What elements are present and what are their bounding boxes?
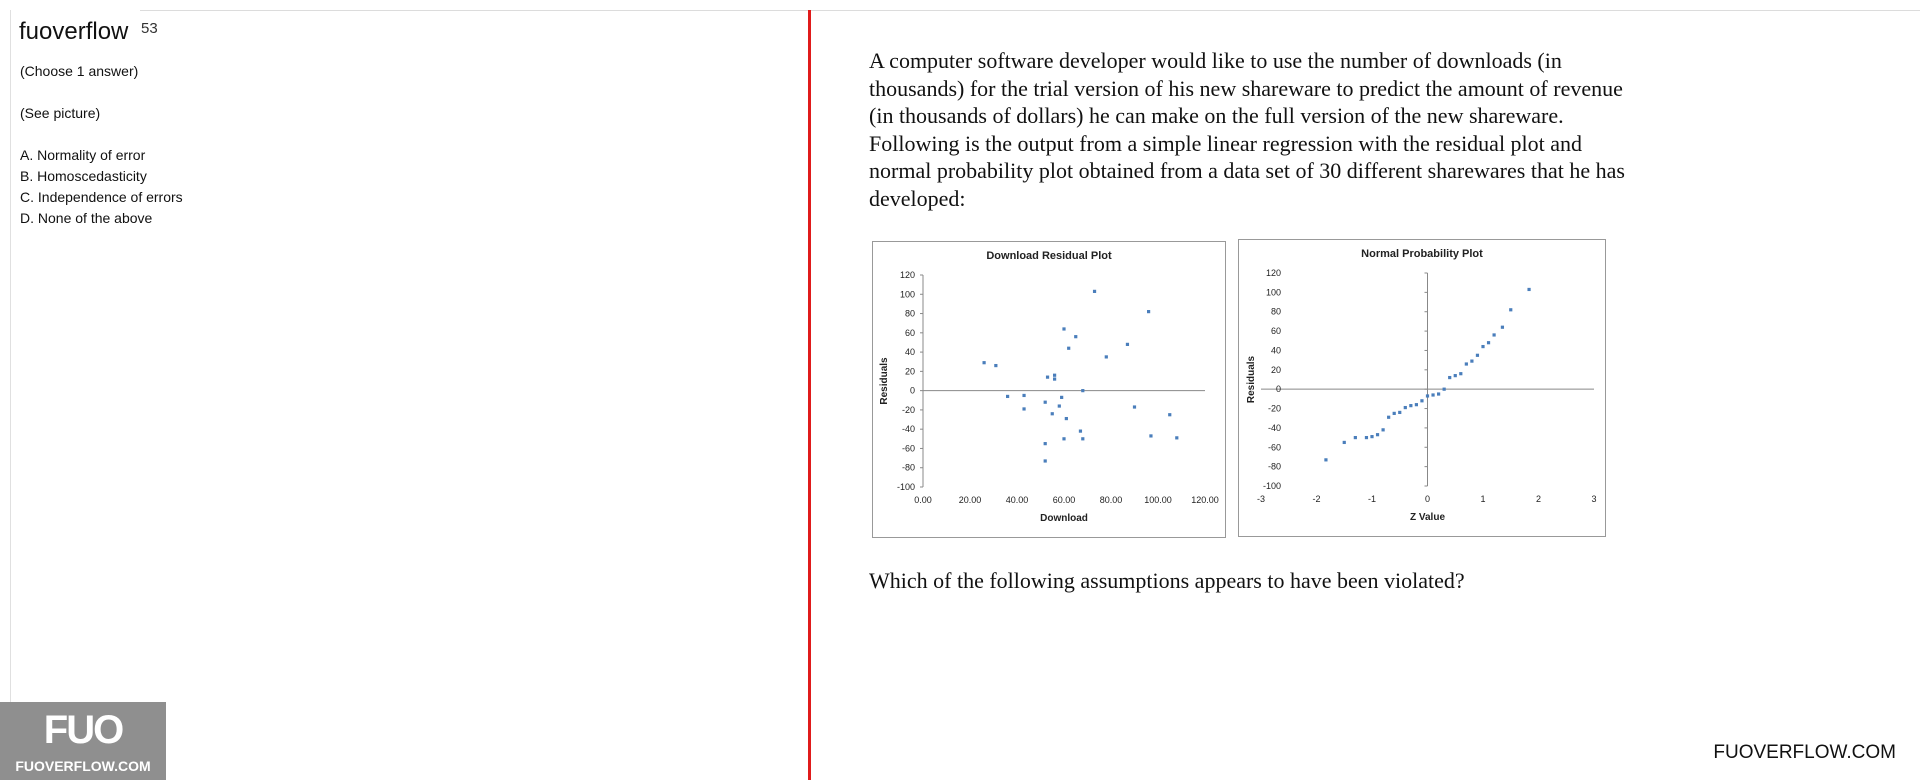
option-d[interactable]: D. None of the above — [20, 210, 153, 226]
chart1-y-tick-label: 60 — [904, 327, 915, 338]
chart2-point — [1454, 374, 1457, 377]
chart2-point — [1501, 326, 1504, 329]
chart1-point — [1006, 395, 1009, 398]
normal-probability-plot-svg — [1239, 240, 1605, 536]
chart2-point — [1398, 411, 1401, 414]
chart1-title: Download Residual Plot — [986, 250, 1112, 262]
chart2-point — [1409, 404, 1412, 407]
footer-site: FUOVERFLOW.COM — [1713, 742, 1896, 763]
chart2-point — [1437, 392, 1440, 395]
chart1-point — [1074, 335, 1077, 338]
chart1-point — [1081, 389, 1084, 392]
chart2-x-tick-label: -3 — [1256, 494, 1266, 504]
chart1-point — [1147, 310, 1150, 313]
chart2-y-tick-label: 0 — [1275, 384, 1281, 395]
chart2-point — [1387, 416, 1390, 419]
see-picture-note: (See picture) — [20, 105, 101, 121]
chart1-point — [1044, 442, 1047, 445]
chart2-x-tick-label: 3 — [1591, 494, 1597, 504]
chart2-point — [1376, 433, 1379, 436]
question-number: 53 — [141, 20, 158, 37]
chart1-point — [1022, 394, 1025, 397]
chart1-point — [1168, 413, 1171, 416]
panel-divider — [808, 10, 811, 780]
chart1-point — [1105, 355, 1108, 358]
question-text: A computer software developer would like to use the number of downloads (in thousands) for the trial version of his new shareware to predict the amount of revenue (in thousands of dollars) he can make on the full version of the new shareware. Following is the output from a simple linear regression with the residual plot and normal probability plot obtained from a data set of 30 different sharewares that he has developed: — [869, 48, 1625, 211]
chart2-point — [1431, 393, 1434, 396]
chart1-point — [1133, 405, 1136, 408]
chart1-y-tick-label: 20 — [904, 366, 915, 377]
chart1-y-tick-label: -100 — [896, 482, 915, 492]
chart2-y-tick-label: 60 — [1270, 326, 1281, 337]
answer-panel — [10, 10, 811, 780]
chart2-y-tick-label: 80 — [1270, 306, 1281, 317]
chart1-y-tick-label: -60 — [901, 443, 915, 454]
chart2-point — [1487, 341, 1490, 344]
chart2-point — [1324, 458, 1327, 461]
chart2-point — [1365, 436, 1368, 439]
logo-mark: FUO — [43, 708, 123, 752]
chart2-point — [1476, 354, 1479, 357]
chart2-point — [1465, 362, 1468, 365]
chart1-x-label: Download — [1040, 513, 1088, 524]
chart1-point — [1093, 290, 1096, 293]
residual-plot-svg — [873, 242, 1225, 537]
chart1-y-tick-label: -80 — [901, 462, 915, 473]
chart1-y-tick-label: -20 — [901, 404, 915, 415]
chart1-point — [1044, 401, 1047, 404]
chart1-y-tick-label: 80 — [904, 308, 915, 319]
chart1-x-tick-label: 20.00 — [958, 495, 982, 505]
question-prompt: Which of the following assumptions appears to have been violated? — [869, 568, 1465, 593]
chart1-point — [1053, 374, 1056, 377]
chart2-point — [1426, 394, 1429, 397]
chart1-point — [1081, 437, 1084, 440]
chart1-x-tick-label: 80.00 — [1099, 495, 1123, 505]
logo-text: FUOVERFLOW.COM — [15, 758, 151, 774]
chart1-point — [1062, 437, 1065, 440]
option-b[interactable]: B. Homoscedasticity — [20, 168, 147, 184]
chart1-y-tick-label: 0 — [909, 385, 915, 396]
chart2-point — [1370, 435, 1373, 438]
chart1-x-tick-label: 40.00 — [1005, 495, 1029, 505]
chart2-point — [1481, 345, 1484, 348]
choose-instruction: (Choose 1 answer) — [20, 63, 139, 79]
chart1-point — [1065, 417, 1068, 420]
chart2-point — [1404, 406, 1407, 409]
chart2-x-label: Z Value — [1409, 512, 1446, 523]
chart2-point — [1415, 403, 1418, 406]
chart2-y-tick-label: 20 — [1270, 364, 1281, 375]
chart2-x-tick-label: 2 — [1535, 494, 1542, 504]
chart1-x-tick-label: 0.00 — [914, 495, 932, 505]
chart1-point — [1149, 434, 1152, 437]
chart2-point — [1470, 360, 1473, 363]
chart1-point — [1058, 404, 1061, 407]
chart2-y-label: Residuals — [1246, 355, 1257, 404]
chart1-y-tick-label: 100 — [899, 289, 915, 300]
chart2-x-tick-label: 1 — [1480, 494, 1486, 504]
brand-title: fuoverflow — [19, 18, 132, 46]
chart2-x-tick-label: 0 — [1424, 494, 1431, 504]
chart1-point — [983, 361, 986, 364]
chart2-point — [1443, 388, 1446, 391]
chart2-point — [1420, 399, 1423, 402]
chart2-title: Normal Probability Plot — [1361, 248, 1483, 260]
chart1-y-tick-label: 40 — [904, 347, 915, 358]
option-a[interactable]: A. Normality of error — [20, 147, 146, 163]
chart1-y-tick-label: -40 — [901, 424, 915, 435]
chart1-point — [1051, 412, 1054, 415]
chart2-y-tick-label: 120 — [1265, 268, 1281, 278]
chart1-point — [1044, 459, 1047, 462]
chart1-point — [1079, 430, 1082, 433]
chart2-point — [1493, 333, 1496, 336]
chart2-y-tick-label: -80 — [1267, 461, 1281, 472]
chart1-point — [1175, 436, 1178, 439]
residual-plot — [872, 241, 1226, 538]
chart2-point — [1354, 436, 1357, 439]
chart1-point — [1062, 327, 1065, 330]
chart2-y-tick-label: -20 — [1267, 403, 1281, 414]
chart1-y-tick-label: 120 — [899, 270, 915, 280]
chart1-x-tick-label: 120.00 — [1191, 495, 1219, 505]
chart1-y-label: Residuals — [879, 357, 890, 405]
normal-probability-plot — [1238, 239, 1606, 537]
chart1-x-tick-label: 100.00 — [1144, 495, 1172, 505]
chart2-point — [1448, 376, 1451, 379]
chart2-y-tick-label: -40 — [1267, 422, 1281, 433]
chart2-y-tick-label: -100 — [1262, 481, 1281, 491]
chart1-point — [1067, 347, 1070, 350]
chart2-point — [1509, 308, 1512, 311]
fuo-logo — [0, 702, 166, 780]
chart2-point — [1343, 441, 1346, 444]
chart1-point — [1053, 377, 1056, 380]
option-c[interactable]: C. Independence of errors — [20, 189, 183, 205]
chart1-point — [1126, 343, 1129, 346]
chart2-point — [1382, 428, 1385, 431]
chart1-x-tick-label: 60.00 — [1052, 495, 1076, 505]
chart2-point — [1393, 412, 1396, 415]
chart1-point — [994, 364, 997, 367]
chart2-x-tick-label: -1 — [1367, 494, 1377, 504]
chart2-point — [1527, 288, 1530, 291]
chart2-y-tick-label: -60 — [1267, 442, 1281, 453]
chart1-point — [1022, 407, 1025, 410]
chart2-y-tick-label: 100 — [1265, 287, 1281, 298]
chart2-y-tick-label: 40 — [1270, 345, 1281, 356]
chart2-point — [1459, 372, 1462, 375]
chart1-point — [1060, 396, 1063, 399]
chart1-point — [1046, 376, 1049, 379]
chart2-x-tick-label: -2 — [1312, 494, 1321, 504]
